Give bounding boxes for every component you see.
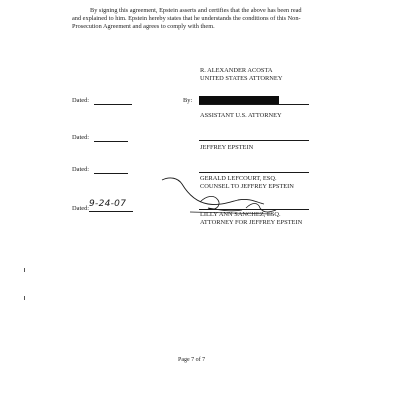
paragraph-line-2: and explained to him. Epstein hereby states that he understands the conditions of this Non- [72, 15, 301, 23]
acknowledgment-paragraph [72, 7, 322, 32]
by-label: By: [183, 97, 193, 104]
sanchez-title: ATTORNEY FOR JEFFREY EPSTEIN [200, 219, 303, 226]
lefcourt-title: COUNSEL TO JEFFREY EPSTEIN [200, 183, 294, 190]
paragraph-line-3: Prosecution Agreement and agrees to comply with them. [72, 23, 215, 31]
sanchez-name: LILLY ANN SANCHEZ, ESQ. [200, 211, 281, 218]
signature-line-ausa[interactable] [199, 104, 309, 105]
epstein-title: JEFFREY EPSTEIN [200, 144, 254, 151]
signature-line-sanchez[interactable] [199, 209, 309, 210]
signature-line-epstein[interactable] [199, 140, 309, 141]
dated-line-3[interactable] [94, 173, 128, 174]
dated-line-2[interactable] [94, 141, 128, 142]
dated-label-4: Dated: [72, 205, 90, 212]
dated-line-1[interactable] [94, 104, 132, 105]
us-attorney-title: UNITED STATES ATTORNEY [200, 75, 283, 82]
redacted-signature-block [199, 96, 279, 104]
scan-mark [24, 268, 25, 272]
dated-label-2: Dated: [72, 134, 90, 141]
dated-line-4[interactable] [89, 211, 133, 212]
dated-label-3: Dated: [72, 166, 90, 173]
paragraph-line-1: By signing this agreement, Epstein asserts and certifies that the above has been read [90, 7, 302, 14]
handwritten-date: 9-24-07 [89, 199, 127, 209]
page-number: Page 7 of 7 [178, 357, 206, 363]
us-attorney-name: R. ALEXANDER ACOSTA [200, 67, 273, 74]
ausa-title: ASSISTANT U.S. ATTORNEY [200, 112, 282, 119]
dated-label-1: Dated: [72, 97, 90, 104]
scan-mark [24, 296, 25, 300]
lefcourt-name: GERALD LEFCOURT, ESQ. [200, 175, 277, 182]
